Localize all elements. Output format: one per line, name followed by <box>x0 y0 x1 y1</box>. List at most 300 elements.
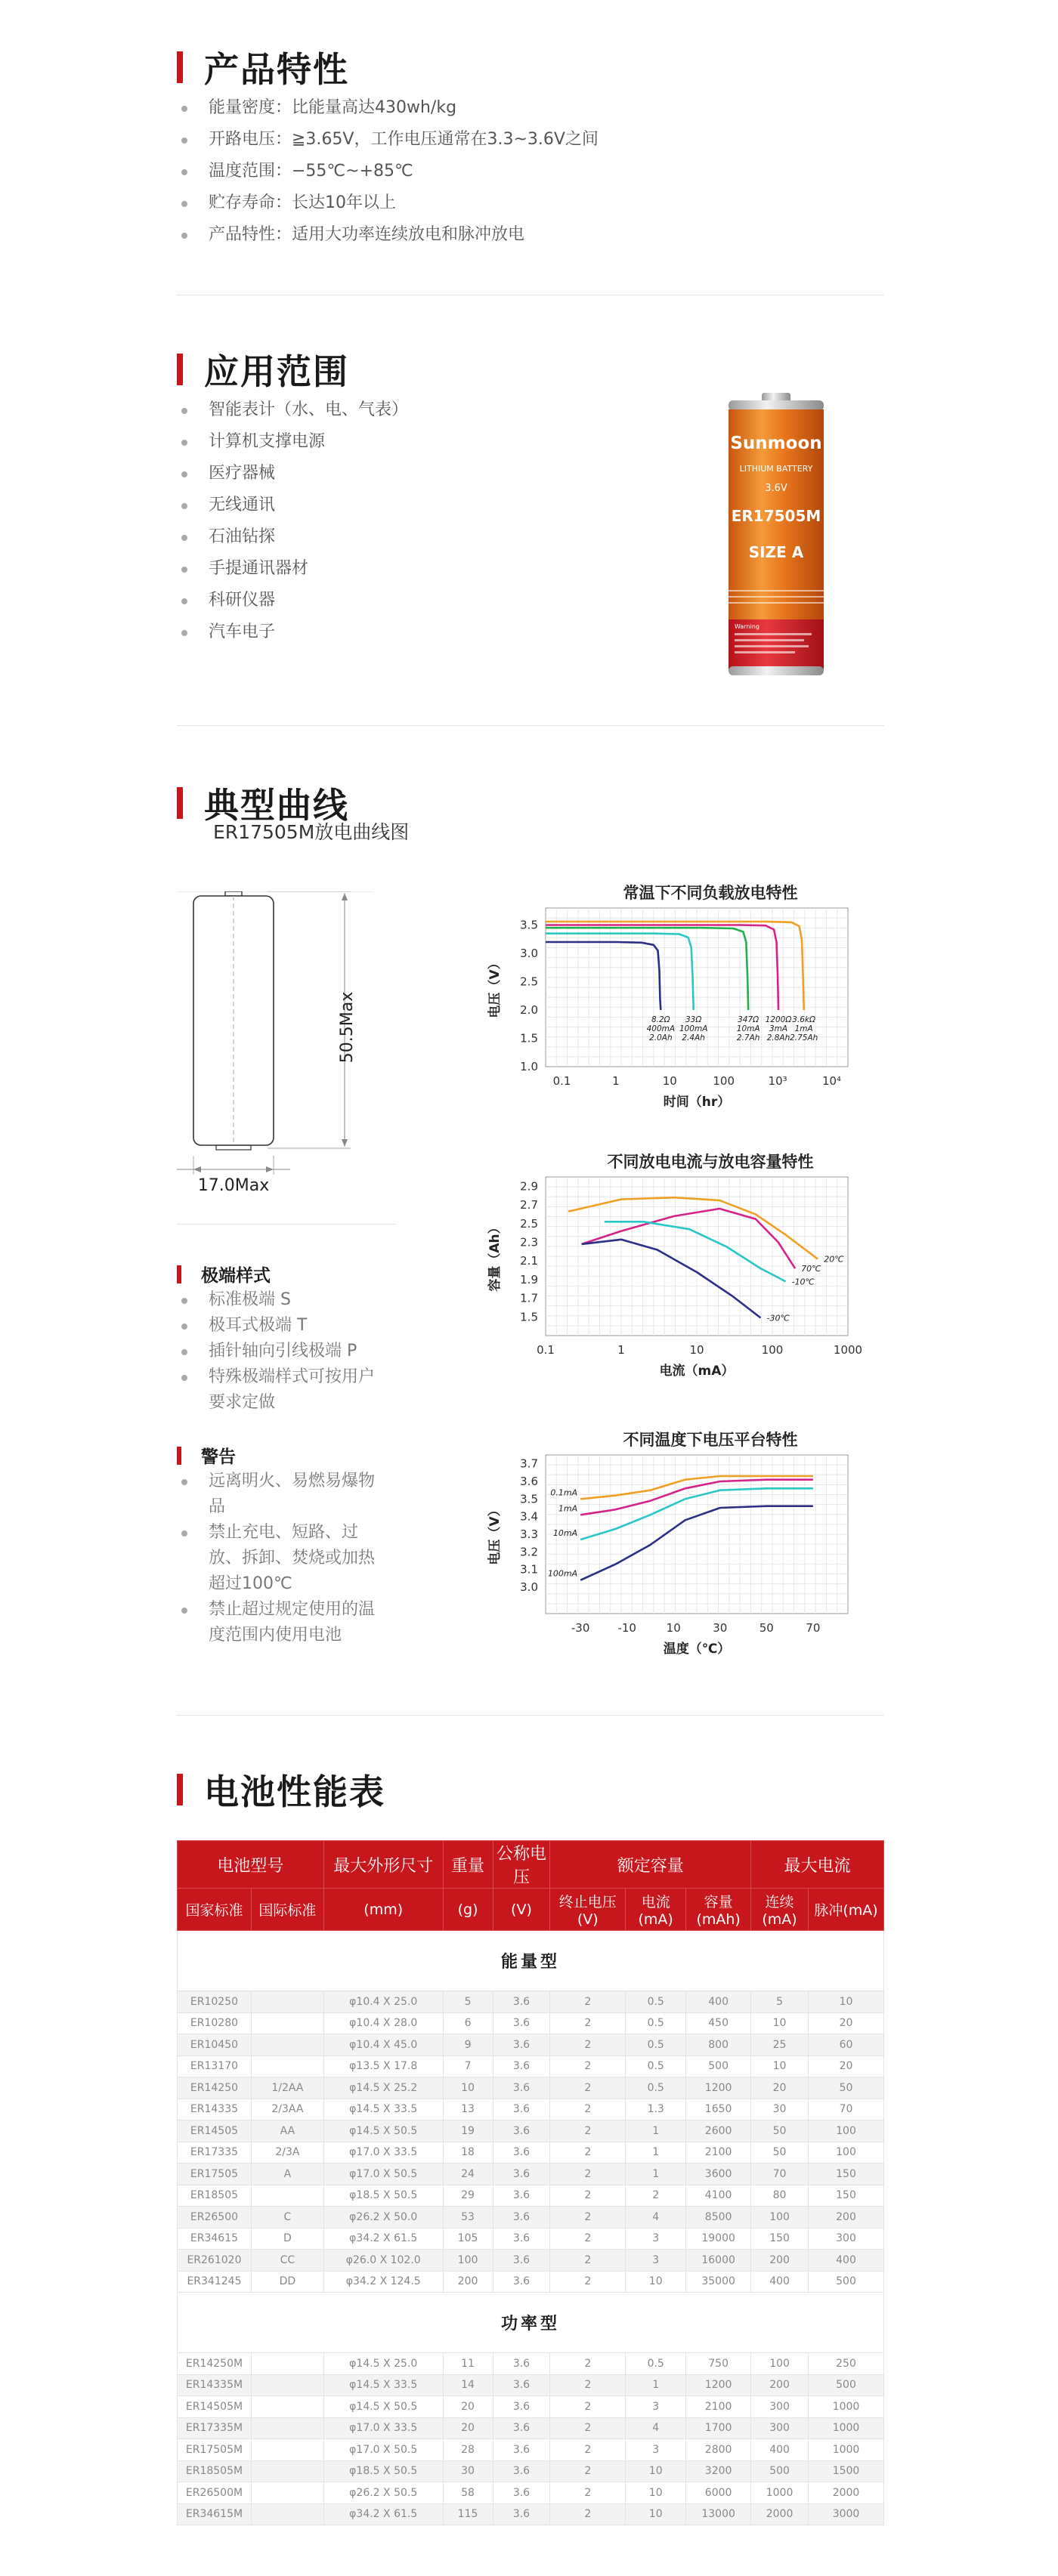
series-label: 1mA <box>558 1503 578 1514</box>
table-row <box>178 1991 884 2013</box>
table-cell: φ14.5 X 33.5 <box>323 2099 443 2120</box>
table-cell: 18 <box>443 2142 493 2164</box>
x-tick-label: -30 <box>571 1621 590 1635</box>
table-cell: 2 <box>550 2396 626 2418</box>
table-cell: 1 <box>626 2164 686 2185</box>
table-cell: 250 <box>809 2353 884 2375</box>
y-tick-label: 3.2 <box>520 1545 538 1559</box>
table-cell: ER261020 <box>178 2250 252 2272</box>
table-cell: 1 <box>626 2142 686 2164</box>
series-annotation: 3.6kΩ <box>792 1015 816 1024</box>
table-cell: 150 <box>809 2164 884 2185</box>
y-tick-label: 3.5 <box>520 918 538 932</box>
chart1-title: 常温下不同负载放电特性 <box>623 884 798 902</box>
table-cell: φ14.5 X 50.5 <box>323 2120 443 2142</box>
table-cell: 150 <box>751 2228 809 2250</box>
table-cell: 100 <box>809 2142 884 2164</box>
table-cell: 8500 <box>686 2207 751 2229</box>
table-cell: 400 <box>686 1991 751 2013</box>
table-cell: 19 <box>443 2120 493 2142</box>
table-cell: 2 <box>550 2482 626 2504</box>
chart-capacity-by-current <box>484 1168 892 1395</box>
table-cell <box>251 2460 323 2482</box>
series-annotation: 2.8Ah <box>766 1033 790 1042</box>
table-cell: 200 <box>751 2374 809 2396</box>
table-cell: φ26.2 X 50.5 <box>323 2482 443 2504</box>
feature-item: 产品特性：适用大功率连续放电和脉冲放电 <box>181 219 599 251</box>
terminal-item: 极耳式极端 T <box>181 1313 385 1339</box>
th-model: 电池型号 <box>178 1841 324 1889</box>
table-cell: 3 <box>626 2250 686 2272</box>
x-tick-label: 10 <box>662 1074 677 1088</box>
table-cell: 53 <box>443 2207 493 2229</box>
table-cell: 1200 <box>686 2077 751 2099</box>
table-cell: φ10.4 X 28.0 <box>323 2012 443 2034</box>
battery-voltage-text: 3.6V <box>765 483 787 494</box>
table-cell: 2 <box>550 2503 626 2525</box>
feature-item: 开路电压：≧3.65V，工作电压通常在3.3~3.6V之间 <box>181 124 599 156</box>
table-cell: 3.6 <box>493 2250 550 2272</box>
table-cell: 60 <box>809 2034 884 2056</box>
table-cell <box>251 2396 323 2418</box>
table-cell: ER26500 <box>178 2207 252 2229</box>
table-cell: ER14250M <box>178 2353 252 2375</box>
application-item: 智能表计（水、电、气表） <box>181 394 408 426</box>
table-cell: 2100 <box>686 2142 751 2164</box>
table-cell <box>251 2417 323 2439</box>
table-cell: 200 <box>809 2207 884 2229</box>
table-row <box>178 2034 884 2056</box>
table-cell: ER10450 <box>178 2034 252 2056</box>
th-weight-unit: (g) <box>443 1889 493 1931</box>
table-cell: ER17335M <box>178 2417 252 2439</box>
table-cell <box>251 2034 323 2056</box>
table-cell: 100 <box>809 2120 884 2142</box>
terminal-item: 插针轴向引线极端 P <box>181 1339 385 1364</box>
application-item: 计算机支撑电源 <box>181 426 408 458</box>
table-cell: 3 <box>626 2396 686 2418</box>
table-cell: 1000 <box>809 2396 884 2418</box>
table-cell: 20 <box>443 2396 493 2418</box>
x-tick-label: 10³ <box>768 1074 787 1088</box>
x-tick-label: -10 <box>617 1621 636 1635</box>
table-cell: 13 <box>443 2099 493 2120</box>
table-cell: 20 <box>809 2012 884 2034</box>
feature-item: 贮存寿命：长达10年以上 <box>181 187 599 219</box>
y-tick-label: 3.0 <box>520 947 538 960</box>
series-label: -10℃ <box>791 1277 815 1287</box>
table-cell: 3.6 <box>493 2503 550 2525</box>
terminal-item: 特殊极端样式可按用户要求定做 <box>181 1364 385 1416</box>
table-cell: 3.6 <box>493 2396 550 2418</box>
table-cell: 3.6 <box>493 2353 550 2375</box>
heading-accent-bar <box>177 1447 181 1465</box>
table-cell: 400 <box>809 2250 884 2272</box>
table-cell: 50 <box>751 2120 809 2142</box>
table-cell: 2 <box>550 2077 626 2099</box>
table-cell: 2 <box>550 2271 626 2293</box>
table-cell: ER17505M <box>178 2439 252 2461</box>
y-tick-label: 3.7 <box>520 1456 538 1471</box>
table-cell: 7 <box>443 2056 493 2077</box>
table-cell: ER341245 <box>178 2271 252 2293</box>
y-tick-label: 2.5 <box>520 974 538 989</box>
table-cell: 1650 <box>686 2099 751 2120</box>
y-tick-label: 1.9 <box>520 1272 538 1286</box>
table-cell: φ34.2 X 61.5 <box>323 2503 443 2525</box>
x-axis-label: 电流（mA） <box>659 1364 735 1379</box>
warning-item: 禁止充电、短路、过放、拆卸、焚烧或加热超过100℃ <box>181 1520 385 1597</box>
table-cell: 300 <box>809 2228 884 2250</box>
table-cell: 2 <box>550 2185 626 2207</box>
table-cell: 400 <box>751 2271 809 2293</box>
table-cell: 70 <box>809 2099 884 2120</box>
table-cell: φ18.5 X 50.5 <box>323 2460 443 2482</box>
table-cell: 3.6 <box>493 2056 550 2077</box>
table-cell: 0.5 <box>626 2056 686 2077</box>
heading-accent-bar <box>177 51 183 83</box>
battery-model-text: ER17505M <box>731 507 821 525</box>
table-cell: 2 <box>550 2099 626 2120</box>
table-cell: 750 <box>686 2353 751 2375</box>
series-label: -30℃ <box>766 1313 790 1324</box>
table-cell: 5 <box>443 1991 493 2013</box>
table-cell <box>251 2503 323 2525</box>
series-annotation: 3mA <box>769 1024 788 1033</box>
table-cell: DD <box>251 2271 323 2293</box>
table-row <box>178 2077 884 2099</box>
table-cell: 3.6 <box>493 2185 550 2207</box>
table-cell: 50 <box>751 2142 809 2164</box>
table-cell <box>251 2056 323 2077</box>
table-cell: 11 <box>443 2353 493 2375</box>
table-cell: φ17.0 X 50.5 <box>323 2439 443 2461</box>
battery-product-image <box>725 393 827 680</box>
x-tick-label: 1 <box>612 1074 620 1088</box>
table-cell: 29 <box>443 2185 493 2207</box>
table-cell: 2 <box>550 2207 626 2229</box>
y-axis-label: 容量（Ah） <box>487 1221 503 1292</box>
table-cell: 4100 <box>686 2185 751 2207</box>
th-weight: 重量 <box>443 1841 493 1889</box>
x-tick-label: 100 <box>761 1343 784 1357</box>
table-heading <box>177 1765 385 1815</box>
table-cell: 1 <box>626 2120 686 2142</box>
table-cell: ER34615M <box>178 2503 252 2525</box>
table-cell: φ10.4 X 25.0 <box>323 1991 443 2013</box>
dimension-height-label: 50.5Max <box>338 991 357 1064</box>
y-tick-label: 2.5 <box>520 1216 538 1231</box>
table-cell: 25 <box>751 2034 809 2056</box>
table-row <box>178 2271 884 2293</box>
table-cell: 10 <box>626 2503 686 2525</box>
table-cell: 100 <box>751 2353 809 2375</box>
table-cell: D <box>251 2228 323 2250</box>
table-cell: 2000 <box>751 2503 809 2525</box>
divider <box>177 1715 884 1716</box>
table-cell: 1000 <box>809 2439 884 2461</box>
application-item: 医疗器械 <box>181 458 408 490</box>
table-cell: 2600 <box>686 2120 751 2142</box>
table-cell: CC <box>251 2250 323 2272</box>
feature-item: 能量密度：比能量高达430wh/kg <box>181 92 599 124</box>
terminal-item: 标准极端 S <box>181 1287 385 1313</box>
series-annotation: 2.75Ah <box>790 1033 818 1042</box>
series-annotation: 2.7Ah <box>736 1033 760 1042</box>
table-cell <box>251 2439 323 2461</box>
table-cell: 58 <box>443 2482 493 2504</box>
x-tick-label: 0.1 <box>552 1074 571 1088</box>
table-cell: 3.6 <box>493 2271 550 2293</box>
table-row <box>178 2503 884 2525</box>
y-tick-label: 2.9 <box>520 1179 538 1194</box>
x-tick-label: 0.1 <box>537 1343 555 1357</box>
table-cell: 2 <box>550 2056 626 2077</box>
table-cell: 0.5 <box>626 1991 686 2013</box>
table-cell: 105 <box>443 2228 493 2250</box>
table-cell: 2 <box>550 2460 626 2482</box>
table-cell: 1500 <box>809 2460 884 2482</box>
table-cell: 0.5 <box>626 2012 686 2034</box>
dimension-width-label: 17.0Max <box>197 1176 270 1194</box>
table-cell: ER34615 <box>178 2228 252 2250</box>
table-cell: ER17335 <box>178 2142 252 2164</box>
x-tick-label: 1000 <box>833 1343 863 1357</box>
terminals-heading <box>177 1262 271 1286</box>
performance-table <box>177 1840 884 2525</box>
features-heading <box>177 42 349 92</box>
series-label: 100mA <box>547 1568 578 1579</box>
table-cell: 4 <box>626 2417 686 2439</box>
table-cell: ER18505M <box>178 2460 252 2482</box>
divider <box>177 725 884 726</box>
table-cell: φ14.5 X 25.2 <box>323 2077 443 2099</box>
th-current: 最大电流 <box>751 1841 884 1889</box>
table-cell: 200 <box>443 2271 493 2293</box>
terminals-list <box>181 1287 385 1416</box>
table-cell: C <box>251 2207 323 2229</box>
table-cell <box>251 2185 323 2207</box>
x-tick-label: 10⁴ <box>821 1074 842 1088</box>
table-cell: 2 <box>550 2353 626 2375</box>
table-cell: 20 <box>443 2417 493 2439</box>
series-annotation: 347Ω <box>738 1015 759 1024</box>
table-cell: 35000 <box>686 2271 751 2293</box>
th-voltage-unit: (V) <box>493 1889 550 1931</box>
curves-subtitle: ER17505M放电曲线图 <box>213 821 410 843</box>
battery-size-text: SIZE A <box>748 543 804 561</box>
table-cell: φ14.5 X 25.0 <box>323 2353 443 2375</box>
series-label: 70℃ <box>801 1264 821 1274</box>
table-cell: 3.6 <box>493 2120 550 2142</box>
series-annotation: 10mA <box>736 1024 760 1033</box>
warning-item: 禁止超过规定使用的温度范围内使用电池 <box>181 1597 385 1648</box>
table-cell: 70 <box>751 2164 809 2185</box>
table-cell: 10 <box>443 2077 493 2099</box>
table-cell: 50 <box>809 2077 884 2099</box>
y-tick-label: 3.3 <box>520 1527 538 1541</box>
table-cell: φ14.5 X 50.5 <box>323 2396 443 2418</box>
warning-item: 远离明火、易燃易爆物品 <box>181 1469 385 1520</box>
x-tick-label: 1 <box>617 1343 625 1357</box>
warnings-heading <box>177 1443 236 1468</box>
warnings-list <box>181 1469 385 1648</box>
table-cell: 5 <box>751 1991 809 2013</box>
table-group-label: 能量型 <box>178 1931 884 1991</box>
table-cell: 20 <box>751 2077 809 2099</box>
table-cell: ER14505 <box>178 2120 252 2142</box>
table-cell: 150 <box>809 2185 884 2207</box>
table-cell: 300 <box>751 2396 809 2418</box>
dimension-drawing <box>177 891 388 1194</box>
table-cell: 2 <box>550 2164 626 2185</box>
table-cell: ER18505 <box>178 2185 252 2207</box>
th-size: 最大外形尺寸 <box>323 1841 443 1889</box>
features-title: 产品特性 <box>204 49 349 90</box>
application-item: 无线通讯 <box>181 490 408 521</box>
table-cell: φ10.4 X 45.0 <box>323 2034 443 2056</box>
table-cell: 6 <box>443 2012 493 2034</box>
warnings-title: 警告 <box>201 1447 236 1467</box>
th-size-unit: (mm) <box>323 1889 443 1931</box>
table-cell: φ18.5 X 50.5 <box>323 2185 443 2207</box>
applications-list <box>181 394 408 648</box>
table-cell: 3200 <box>686 2460 751 2482</box>
y-tick-label: 2.0 <box>520 1003 538 1017</box>
y-tick-label: 3.4 <box>520 1509 538 1524</box>
table-cell: 2 <box>550 2374 626 2396</box>
table-cell: ER13170 <box>178 2056 252 2077</box>
th-cap: 容量(mAh) <box>686 1889 751 1931</box>
table-cell: 3.6 <box>493 2077 550 2099</box>
table-row <box>178 2482 884 2504</box>
table-cell: 19000 <box>686 2228 751 2250</box>
series-label: 20℃ <box>824 1254 844 1265</box>
th-national: 国家标准 <box>178 1889 252 1931</box>
table-row <box>178 2250 884 2272</box>
table-cell: 3.6 <box>493 1991 550 2013</box>
table-cell: φ34.2 X 124.5 <box>323 2271 443 2293</box>
divider <box>177 1224 396 1225</box>
table-cell: φ26.2 X 50.0 <box>323 2207 443 2229</box>
x-axis-label: 温度（℃） <box>663 1642 731 1657</box>
table-cell: 3 <box>626 2228 686 2250</box>
application-item: 石油钻探 <box>181 521 408 553</box>
series-label: 0.1mA <box>550 1487 578 1498</box>
series-label: 10mA <box>552 1528 578 1538</box>
table-cell: 3.6 <box>493 2164 550 2185</box>
table-cell: 0.5 <box>626 2353 686 2375</box>
table-cell: 24 <box>443 2164 493 2185</box>
table-row <box>178 2185 884 2207</box>
table-cell: 10 <box>626 2482 686 2504</box>
table-cell: 2 <box>550 2417 626 2439</box>
table-cell: 9 <box>443 2034 493 2056</box>
table-row <box>178 2439 884 2461</box>
table-cell: 14 <box>443 2374 493 2396</box>
table-cell: 3.6 <box>493 2482 550 2504</box>
series-annotation: 8.2Ω <box>651 1015 670 1024</box>
table-cell: 30 <box>443 2460 493 2482</box>
chart-discharge-by-load <box>484 899 892 1126</box>
table-cell <box>251 2353 323 2375</box>
th-intl: 国际标准 <box>251 1889 323 1931</box>
y-tick-label: 1.7 <box>520 1291 538 1305</box>
table-cell: 2100 <box>686 2396 751 2418</box>
y-axis-label: 电压（V） <box>487 1503 503 1565</box>
heading-accent-bar <box>177 354 183 385</box>
table-cell: φ14.5 X 33.5 <box>323 2374 443 2396</box>
curves-title: 典型曲线 <box>204 785 349 826</box>
application-item: 汽车电子 <box>181 616 408 648</box>
table-cell: 10 <box>809 1991 884 2013</box>
table-group-label: 功率型 <box>178 2293 884 2353</box>
x-tick-label: 10 <box>666 1621 681 1635</box>
table-row <box>178 2353 884 2375</box>
table-cell: 16000 <box>686 2250 751 2272</box>
table-cell: ER14335 <box>178 2099 252 2120</box>
y-tick-label: 3.0 <box>520 1580 538 1594</box>
table-cell: 1000 <box>751 2482 809 2504</box>
table-row <box>178 2207 884 2229</box>
y-tick-label: 2.3 <box>520 1235 538 1249</box>
table-cell: 13000 <box>686 2503 751 2525</box>
y-tick-label: 3.1 <box>520 1562 538 1577</box>
table-row <box>178 2417 884 2439</box>
battery-brand-text: Sunmoon <box>730 434 822 453</box>
table-cell: 2/3A <box>251 2142 323 2164</box>
series-annotation: 2.0Ah <box>649 1033 673 1042</box>
table-row <box>178 2120 884 2142</box>
table-cell: 3000 <box>809 2503 884 2525</box>
table-cell: 4 <box>626 2207 686 2229</box>
y-tick-label: 3.6 <box>520 1475 538 1488</box>
table-cell: 2 <box>550 2439 626 2461</box>
table-row <box>178 2012 884 2034</box>
table-cell: 2 <box>550 2250 626 2272</box>
table-row <box>178 2056 884 2077</box>
application-item: 科研仪器 <box>181 585 408 616</box>
table-row <box>178 2460 884 2482</box>
heading-accent-bar <box>177 1774 183 1805</box>
table-cell: 3.6 <box>493 2034 550 2056</box>
y-tick-label: 2.7 <box>520 1198 538 1212</box>
table-cell: 2800 <box>686 2439 751 2461</box>
table-row <box>178 2228 884 2250</box>
table-cell: 3.6 <box>493 2012 550 2034</box>
heading-accent-bar <box>177 787 183 819</box>
table-cell: 3 <box>626 2439 686 2461</box>
table-cell: φ34.2 X 61.5 <box>323 2228 443 2250</box>
y-tick-label: 2.1 <box>520 1254 538 1268</box>
battery-type-text: LITHIUM BATTERY <box>739 464 813 474</box>
table-cell: 80 <box>751 2185 809 2207</box>
table-cell: 100 <box>751 2207 809 2229</box>
table-cell: 2 <box>550 2228 626 2250</box>
table-cell: A <box>251 2164 323 2185</box>
table-cell: 1200 <box>686 2374 751 2396</box>
table-cell: 6000 <box>686 2482 751 2504</box>
table-cell: φ26.0 X 102.0 <box>323 2250 443 2272</box>
th-capacity: 额定容量 <box>550 1841 751 1889</box>
table-cell: 0.5 <box>626 2034 686 2056</box>
series-annotation: 1mA <box>794 1024 813 1033</box>
series-annotation: 2.4Ah <box>682 1033 705 1042</box>
terminals-title: 极端样式 <box>201 1266 271 1286</box>
x-tick-label: 70 <box>806 1621 821 1635</box>
table-cell: φ13.5 X 17.8 <box>323 2056 443 2077</box>
series-annotation: 33Ω <box>685 1015 702 1024</box>
